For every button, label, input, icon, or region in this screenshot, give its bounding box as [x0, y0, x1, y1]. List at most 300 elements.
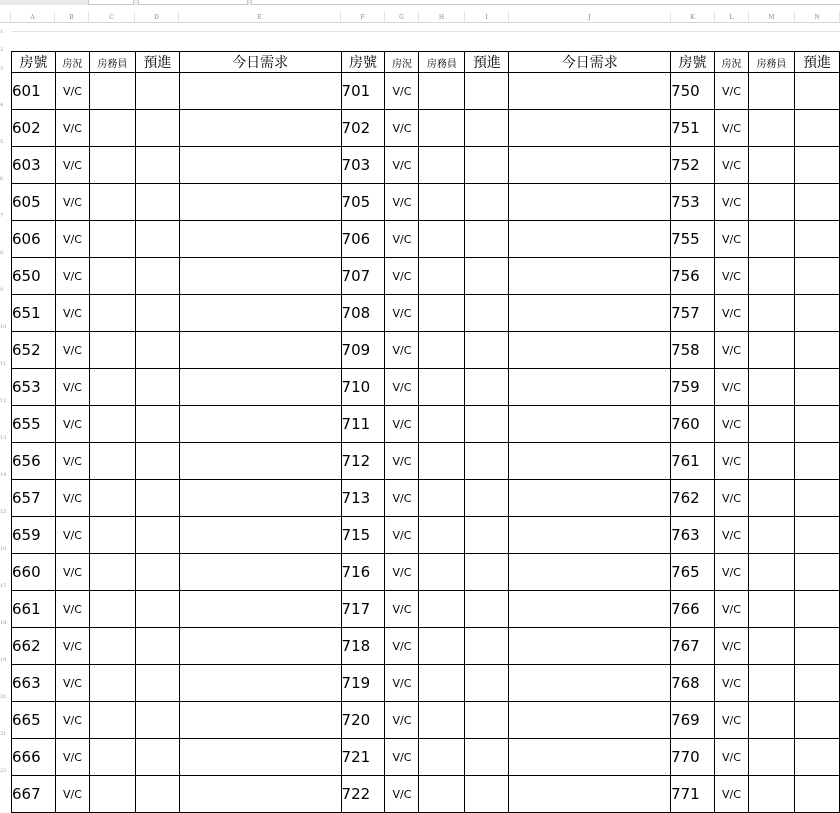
- room-number-cell[interactable]: 755: [671, 221, 715, 258]
- room-number-cell[interactable]: 721: [341, 739, 385, 776]
- room-number-cell[interactable]: 768: [671, 665, 715, 702]
- arrival-cell[interactable]: [135, 295, 179, 332]
- attendant-cell[interactable]: [748, 628, 794, 665]
- column-letter[interactable]: E: [179, 12, 341, 22]
- row-number[interactable]: 1: [0, 29, 4, 35]
- needs-cell[interactable]: [179, 110, 341, 147]
- arrival-cell[interactable]: [465, 443, 509, 480]
- room-status-cell[interactable]: V/C: [715, 184, 749, 221]
- needs-cell[interactable]: [179, 295, 341, 332]
- room-number-cell[interactable]: 712: [341, 443, 385, 480]
- header-needs[interactable]: 今日需求: [179, 52, 341, 73]
- room-status-cell[interactable]: V/C: [55, 110, 89, 147]
- attendant-cell[interactable]: [89, 665, 135, 702]
- room-status-cell[interactable]: V/C: [715, 406, 749, 443]
- room-status-cell[interactable]: V/C: [715, 665, 749, 702]
- room-status-cell[interactable]: V/C: [55, 443, 89, 480]
- needs-cell[interactable]: [509, 147, 671, 184]
- select-all-corner[interactable]: [0, 12, 11, 22]
- needs-cell[interactable]: [509, 184, 671, 221]
- room-number-cell[interactable]: 650: [12, 258, 56, 295]
- arrival-cell[interactable]: [465, 184, 509, 221]
- room-number-cell[interactable]: 655: [12, 406, 56, 443]
- row-number[interactable]: 9: [0, 287, 4, 293]
- room-number-cell[interactable]: 750: [671, 73, 715, 110]
- room-number-cell[interactable]: 652: [12, 332, 56, 369]
- arrival-cell[interactable]: [465, 147, 509, 184]
- room-number-cell[interactable]: 765: [671, 554, 715, 591]
- needs-cell[interactable]: [509, 221, 671, 258]
- attendant-cell[interactable]: [748, 443, 794, 480]
- arrival-cell[interactable]: [465, 221, 509, 258]
- needs-cell[interactable]: [509, 665, 671, 702]
- attendant-cell[interactable]: [419, 73, 465, 110]
- room-number-cell[interactable]: 761: [671, 443, 715, 480]
- room-status-cell[interactable]: V/C: [385, 739, 419, 776]
- room-number-cell[interactable]: 606: [12, 221, 56, 258]
- attendant-cell[interactable]: [748, 554, 794, 591]
- column-letter[interactable]: K: [671, 12, 715, 22]
- needs-cell[interactable]: [509, 73, 671, 110]
- attendant-cell[interactable]: [89, 369, 135, 406]
- room-status-cell[interactable]: V/C: [55, 184, 89, 221]
- column-letter[interactable]: L: [715, 12, 749, 22]
- room-number-cell[interactable]: 703: [341, 147, 385, 184]
- row-number[interactable]: 18: [0, 620, 7, 626]
- arrival-cell[interactable]: [794, 147, 839, 184]
- needs-cell[interactable]: [509, 702, 671, 739]
- room-status-cell[interactable]: V/C: [385, 776, 419, 813]
- room-number-cell[interactable]: 757: [671, 295, 715, 332]
- room-status-cell[interactable]: V/C: [55, 739, 89, 776]
- arrival-cell[interactable]: [465, 591, 509, 628]
- column-letter[interactable]: J: [509, 12, 671, 22]
- needs-cell[interactable]: [509, 332, 671, 369]
- arrival-cell[interactable]: [794, 73, 839, 110]
- arrival-cell[interactable]: [135, 554, 179, 591]
- tab-strip-segment[interactable]: [138, 0, 248, 5]
- needs-cell[interactable]: [509, 443, 671, 480]
- needs-cell[interactable]: [179, 665, 341, 702]
- room-number-cell[interactable]: 716: [341, 554, 385, 591]
- room-number-cell[interactable]: 718: [341, 628, 385, 665]
- attendant-cell[interactable]: [89, 702, 135, 739]
- row-number[interactable]: 10: [0, 324, 7, 330]
- room-status-cell[interactable]: V/C: [385, 628, 419, 665]
- room-number-cell[interactable]: 666: [12, 739, 56, 776]
- room-status-cell[interactable]: V/C: [55, 665, 89, 702]
- arrival-cell[interactable]: [135, 258, 179, 295]
- needs-cell[interactable]: [179, 702, 341, 739]
- row-number[interactable]: 11: [0, 361, 7, 367]
- room-number-cell[interactable]: 663: [12, 665, 56, 702]
- column-letter[interactable]: F: [341, 12, 385, 22]
- column-letter[interactable]: D: [135, 12, 179, 22]
- room-number-cell[interactable]: 713: [341, 480, 385, 517]
- room-number-cell[interactable]: 662: [12, 628, 56, 665]
- row-number[interactable]: 17: [0, 583, 7, 589]
- attendant-cell[interactable]: [89, 517, 135, 554]
- attendant-cell[interactable]: [748, 702, 794, 739]
- row-number[interactable]: 14: [0, 472, 7, 478]
- room-status-cell[interactable]: V/C: [715, 628, 749, 665]
- arrival-cell[interactable]: [794, 332, 839, 369]
- arrival-cell[interactable]: [794, 591, 839, 628]
- attendant-cell[interactable]: [89, 221, 135, 258]
- room-status-cell[interactable]: V/C: [385, 591, 419, 628]
- attendant-cell[interactable]: [419, 258, 465, 295]
- attendant-cell[interactable]: [748, 776, 794, 813]
- attendant-cell[interactable]: [748, 295, 794, 332]
- arrival-cell[interactable]: [794, 702, 839, 739]
- room-number-cell[interactable]: 715: [341, 517, 385, 554]
- needs-cell[interactable]: [179, 332, 341, 369]
- arrival-cell[interactable]: [794, 739, 839, 776]
- needs-cell[interactable]: [179, 184, 341, 221]
- arrival-cell[interactable]: [465, 295, 509, 332]
- needs-cell[interactable]: [179, 776, 341, 813]
- room-number-cell[interactable]: 661: [12, 591, 56, 628]
- needs-cell[interactable]: [179, 739, 341, 776]
- header-status[interactable]: 房況: [385, 52, 419, 73]
- arrival-cell[interactable]: [465, 406, 509, 443]
- room-status-cell[interactable]: V/C: [385, 443, 419, 480]
- room-status-cell[interactable]: V/C: [55, 776, 89, 813]
- arrival-cell[interactable]: [794, 554, 839, 591]
- attendant-cell[interactable]: [89, 443, 135, 480]
- needs-cell[interactable]: [509, 406, 671, 443]
- attendant-cell[interactable]: [89, 110, 135, 147]
- attendant-cell[interactable]: [748, 332, 794, 369]
- tab-strip-segment[interactable]: [88, 0, 134, 5]
- arrival-cell[interactable]: [135, 369, 179, 406]
- row-number[interactable]: 2: [0, 47, 4, 53]
- attendant-cell[interactable]: [748, 221, 794, 258]
- header-room[interactable]: 房號: [671, 52, 715, 73]
- arrival-cell[interactable]: [465, 517, 509, 554]
- room-number-cell[interactable]: 752: [671, 147, 715, 184]
- arrival-cell[interactable]: [135, 221, 179, 258]
- row-number[interactable]: 21: [0, 731, 7, 737]
- attendant-cell[interactable]: [419, 517, 465, 554]
- column-letter[interactable]: A: [11, 12, 55, 22]
- room-number-cell[interactable]: 667: [12, 776, 56, 813]
- needs-cell[interactable]: [509, 480, 671, 517]
- tab-strip-segment[interactable]: [251, 0, 840, 5]
- row-number[interactable]: 22: [0, 768, 7, 774]
- needs-cell[interactable]: [509, 776, 671, 813]
- attendant-cell[interactable]: [419, 739, 465, 776]
- room-number-cell[interactable]: 763: [671, 517, 715, 554]
- header-room[interactable]: 房號: [12, 52, 56, 73]
- arrival-cell[interactable]: [465, 702, 509, 739]
- attendant-cell[interactable]: [748, 110, 794, 147]
- room-number-cell[interactable]: 720: [341, 702, 385, 739]
- arrival-cell[interactable]: [135, 480, 179, 517]
- needs-cell[interactable]: [179, 369, 341, 406]
- attendant-cell[interactable]: [89, 480, 135, 517]
- room-number-cell[interactable]: 771: [671, 776, 715, 813]
- room-status-cell[interactable]: V/C: [385, 73, 419, 110]
- room-status-cell[interactable]: V/C: [385, 110, 419, 147]
- room-status-cell[interactable]: V/C: [715, 258, 749, 295]
- room-number-cell[interactable]: 653: [12, 369, 56, 406]
- arrival-cell[interactable]: [135, 628, 179, 665]
- room-number-cell[interactable]: 657: [12, 480, 56, 517]
- arrival-cell[interactable]: [794, 369, 839, 406]
- attendant-cell[interactable]: [748, 739, 794, 776]
- needs-cell[interactable]: [509, 554, 671, 591]
- header-attendant[interactable]: 房務員: [419, 52, 465, 73]
- attendant-cell[interactable]: [419, 628, 465, 665]
- arrival-cell[interactable]: [465, 776, 509, 813]
- room-status-cell[interactable]: V/C: [385, 295, 419, 332]
- room-status-cell[interactable]: V/C: [55, 147, 89, 184]
- room-status-cell[interactable]: V/C: [55, 332, 89, 369]
- arrival-cell[interactable]: [465, 369, 509, 406]
- arrival-cell[interactable]: [794, 776, 839, 813]
- room-status-cell[interactable]: V/C: [715, 591, 749, 628]
- room-status-cell[interactable]: V/C: [385, 406, 419, 443]
- needs-cell[interactable]: [509, 628, 671, 665]
- room-status-cell[interactable]: V/C: [715, 739, 749, 776]
- room-number-cell[interactable]: 601: [12, 73, 56, 110]
- room-status-cell[interactable]: V/C: [715, 554, 749, 591]
- row-number[interactable]: 19: [0, 657, 7, 663]
- needs-cell[interactable]: [179, 591, 341, 628]
- room-number-cell[interactable]: 717: [341, 591, 385, 628]
- attendant-cell[interactable]: [419, 295, 465, 332]
- arrival-cell[interactable]: [135, 591, 179, 628]
- room-number-cell[interactable]: 711: [341, 406, 385, 443]
- header-room[interactable]: 房號: [341, 52, 385, 73]
- room-status-cell[interactable]: V/C: [55, 221, 89, 258]
- attendant-cell[interactable]: [748, 591, 794, 628]
- needs-cell[interactable]: [509, 369, 671, 406]
- room-number-cell[interactable]: 707: [341, 258, 385, 295]
- attendant-cell[interactable]: [89, 73, 135, 110]
- row-number[interactable]: 20: [0, 694, 7, 700]
- room-status-cell[interactable]: V/C: [715, 221, 749, 258]
- arrival-cell[interactable]: [465, 665, 509, 702]
- room-number-cell[interactable]: 769: [671, 702, 715, 739]
- row-number[interactable]: 16: [0, 546, 7, 552]
- room-status-cell[interactable]: V/C: [55, 295, 89, 332]
- room-number-cell[interactable]: 705: [341, 184, 385, 221]
- room-status-cell[interactable]: V/C: [385, 517, 419, 554]
- attendant-cell[interactable]: [89, 554, 135, 591]
- room-number-cell[interactable]: 708: [341, 295, 385, 332]
- attendant-cell[interactable]: [419, 110, 465, 147]
- room-status-cell[interactable]: V/C: [715, 332, 749, 369]
- room-number-cell[interactable]: 710: [341, 369, 385, 406]
- room-status-cell[interactable]: V/C: [55, 369, 89, 406]
- needs-cell[interactable]: [179, 480, 341, 517]
- room-status-cell[interactable]: V/C: [715, 147, 749, 184]
- arrival-cell[interactable]: [135, 184, 179, 221]
- attendant-cell[interactable]: [89, 406, 135, 443]
- arrival-cell[interactable]: [135, 517, 179, 554]
- column-letter[interactable]: N: [795, 12, 840, 22]
- arrival-cell[interactable]: [794, 258, 839, 295]
- row-number[interactable]: 8: [0, 250, 4, 256]
- attendant-cell[interactable]: [419, 776, 465, 813]
- needs-cell[interactable]: [179, 221, 341, 258]
- attendant-cell[interactable]: [89, 739, 135, 776]
- room-status-cell[interactable]: V/C: [385, 554, 419, 591]
- room-status-cell[interactable]: V/C: [385, 184, 419, 221]
- arrival-cell[interactable]: [135, 73, 179, 110]
- arrival-cell[interactable]: [794, 295, 839, 332]
- attendant-cell[interactable]: [748, 480, 794, 517]
- room-status-cell[interactable]: V/C: [715, 517, 749, 554]
- header-arrival[interactable]: 預進: [465, 52, 509, 73]
- header-attendant[interactable]: 房務員: [89, 52, 135, 73]
- attendant-cell[interactable]: [419, 665, 465, 702]
- attendant-cell[interactable]: [419, 554, 465, 591]
- room-status-cell[interactable]: V/C: [55, 591, 89, 628]
- room-number-cell[interactable]: 656: [12, 443, 56, 480]
- room-status-cell[interactable]: V/C: [715, 295, 749, 332]
- attendant-cell[interactable]: [748, 517, 794, 554]
- room-status-cell[interactable]: V/C: [385, 702, 419, 739]
- needs-cell[interactable]: [509, 110, 671, 147]
- row-number[interactable]: 4: [0, 102, 4, 108]
- room-number-cell[interactable]: 659: [12, 517, 56, 554]
- needs-cell[interactable]: [179, 517, 341, 554]
- column-letter[interactable]: C: [89, 12, 135, 22]
- attendant-cell[interactable]: [419, 369, 465, 406]
- arrival-cell[interactable]: [135, 702, 179, 739]
- arrival-cell[interactable]: [794, 443, 839, 480]
- attendant-cell[interactable]: [89, 628, 135, 665]
- room-number-cell[interactable]: 753: [671, 184, 715, 221]
- room-number-cell[interactable]: 759: [671, 369, 715, 406]
- room-number-cell[interactable]: 602: [12, 110, 56, 147]
- header-attendant[interactable]: 房務員: [748, 52, 794, 73]
- room-status-cell[interactable]: V/C: [715, 443, 749, 480]
- room-number-cell[interactable]: 702: [341, 110, 385, 147]
- attendant-cell[interactable]: [89, 184, 135, 221]
- needs-cell[interactable]: [509, 258, 671, 295]
- attendant-cell[interactable]: [748, 73, 794, 110]
- row-number[interactable]: 7: [0, 213, 4, 219]
- room-status-cell[interactable]: V/C: [55, 406, 89, 443]
- header-status[interactable]: 房況: [55, 52, 89, 73]
- header-status[interactable]: 房況: [715, 52, 749, 73]
- room-status-cell[interactable]: V/C: [715, 702, 749, 739]
- row-number[interactable]: 5: [0, 139, 4, 145]
- room-number-cell[interactable]: 762: [671, 480, 715, 517]
- arrival-cell[interactable]: [135, 110, 179, 147]
- room-number-cell[interactable]: 603: [12, 147, 56, 184]
- column-letter[interactable]: B: [55, 12, 89, 22]
- arrival-cell[interactable]: [794, 480, 839, 517]
- attendant-cell[interactable]: [89, 332, 135, 369]
- header-arrival[interactable]: 預進: [794, 52, 839, 73]
- room-status-cell[interactable]: V/C: [385, 221, 419, 258]
- needs-cell[interactable]: [179, 554, 341, 591]
- room-number-cell[interactable]: 767: [671, 628, 715, 665]
- arrival-cell[interactable]: [794, 221, 839, 258]
- arrival-cell[interactable]: [135, 739, 179, 776]
- row-number[interactable]: 6: [0, 176, 4, 182]
- room-number-cell[interactable]: 706: [341, 221, 385, 258]
- room-status-cell[interactable]: V/C: [55, 258, 89, 295]
- attendant-cell[interactable]: [89, 591, 135, 628]
- attendant-cell[interactable]: [89, 147, 135, 184]
- arrival-cell[interactable]: [465, 110, 509, 147]
- arrival-cell[interactable]: [465, 480, 509, 517]
- attendant-cell[interactable]: [419, 480, 465, 517]
- room-status-cell[interactable]: V/C: [715, 480, 749, 517]
- room-number-cell[interactable]: 709: [341, 332, 385, 369]
- attendant-cell[interactable]: [748, 406, 794, 443]
- arrival-cell[interactable]: [135, 665, 179, 702]
- attendant-cell[interactable]: [419, 184, 465, 221]
- room-status-cell[interactable]: V/C: [55, 517, 89, 554]
- arrival-cell[interactable]: [465, 258, 509, 295]
- attendant-cell[interactable]: [419, 443, 465, 480]
- header-arrival[interactable]: 預進: [135, 52, 179, 73]
- attendant-cell[interactable]: [89, 776, 135, 813]
- attendant-cell[interactable]: [89, 295, 135, 332]
- attendant-cell[interactable]: [748, 147, 794, 184]
- column-letter[interactable]: I: [465, 12, 509, 22]
- needs-cell[interactable]: [179, 406, 341, 443]
- room-number-cell[interactable]: 701: [341, 73, 385, 110]
- room-number-cell[interactable]: 651: [12, 295, 56, 332]
- attendant-cell[interactable]: [419, 591, 465, 628]
- attendant-cell[interactable]: [748, 369, 794, 406]
- column-letter[interactable]: H: [419, 12, 465, 22]
- attendant-cell[interactable]: [748, 184, 794, 221]
- column-letter[interactable]: M: [749, 12, 795, 22]
- room-status-cell[interactable]: V/C: [715, 776, 749, 813]
- room-status-cell[interactable]: V/C: [385, 332, 419, 369]
- needs-cell[interactable]: [179, 628, 341, 665]
- needs-cell[interactable]: [509, 739, 671, 776]
- arrival-cell[interactable]: [794, 110, 839, 147]
- row-number[interactable]: 3: [0, 66, 4, 72]
- needs-cell[interactable]: [179, 147, 341, 184]
- room-number-cell[interactable]: 760: [671, 406, 715, 443]
- room-number-cell[interactable]: 605: [12, 184, 56, 221]
- arrival-cell[interactable]: [135, 332, 179, 369]
- attendant-cell[interactable]: [419, 406, 465, 443]
- arrival-cell[interactable]: [465, 628, 509, 665]
- room-status-cell[interactable]: V/C: [55, 480, 89, 517]
- header-needs[interactable]: 今日需求: [509, 52, 671, 73]
- arrival-cell[interactable]: [794, 184, 839, 221]
- attendant-cell[interactable]: [89, 258, 135, 295]
- room-status-cell[interactable]: V/C: [385, 147, 419, 184]
- arrival-cell[interactable]: [465, 332, 509, 369]
- room-number-cell[interactable]: 722: [341, 776, 385, 813]
- arrival-cell[interactable]: [465, 554, 509, 591]
- room-number-cell[interactable]: 766: [671, 591, 715, 628]
- needs-cell[interactable]: [179, 258, 341, 295]
- room-number-cell[interactable]: 758: [671, 332, 715, 369]
- arrival-cell[interactable]: [465, 739, 509, 776]
- room-status-cell[interactable]: V/C: [715, 73, 749, 110]
- attendant-cell[interactable]: [419, 221, 465, 258]
- room-status-cell[interactable]: V/C: [715, 369, 749, 406]
- needs-cell[interactable]: [509, 591, 671, 628]
- room-status-cell[interactable]: V/C: [715, 110, 749, 147]
- arrival-cell[interactable]: [794, 628, 839, 665]
- room-status-cell[interactable]: V/C: [385, 369, 419, 406]
